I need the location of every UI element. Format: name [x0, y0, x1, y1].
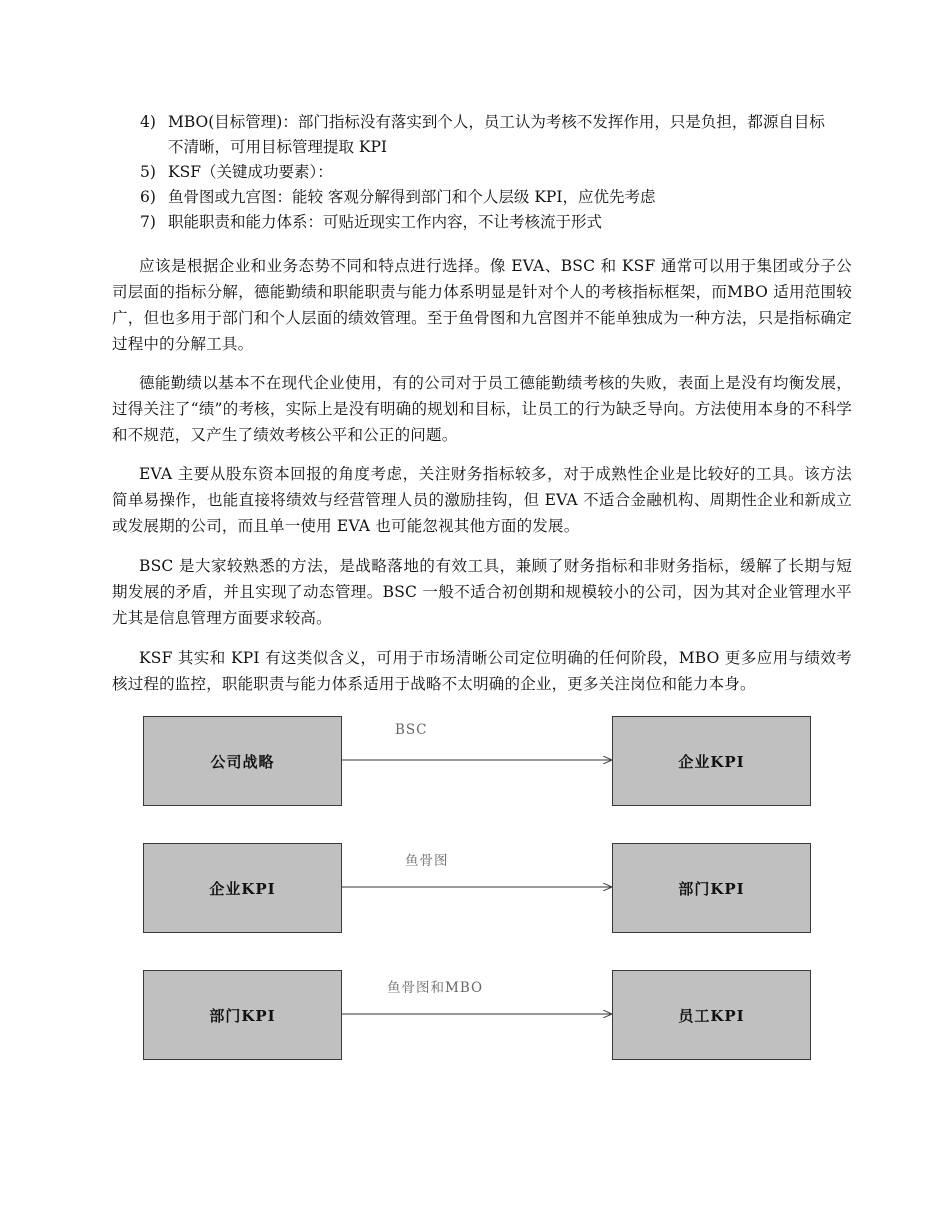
arrow-label-fishbone-mbo: 鱼骨图和MBO — [387, 980, 484, 996]
list-number: 6) — [140, 188, 156, 206]
list-text: MBO(目标管理)：部门指标没有落实到个人，员工认为考核不发挥作用，只是负担，都源自目标不清晰，可用目标管理提取 KPI — [168, 113, 825, 156]
list-number: 7) — [140, 213, 156, 231]
paragraph-bsc: BSC 是大家较熟悉的方法，是战略落地的有效工具，兼顾了财务指标和非财务指标，缓解了长期与短期发展的矛盾，并且实现了动态管理。BSC 一般不适合初创期和规模较小的公司，因为其对企业管理水平尤其是信息管理方面要求较高。 — [112, 557, 852, 627]
list-number: 5) — [140, 163, 156, 181]
arrow-label-fishbone: 鱼骨图 — [405, 853, 449, 869]
list-text: KSF（关键成功要素）： — [168, 163, 333, 181]
box-department-kpi: 部门KPI — [612, 843, 811, 933]
box-enterprise-kpi-source: 企业KPI — [143, 843, 342, 933]
list-text: 鱼骨图或九宫图：能较 客观分解得到部门和个人层级 KPI，应优先考虑 — [168, 188, 656, 206]
box-enterprise-kpi: 企业KPI — [612, 716, 811, 806]
paragraph-eva: EVA 主要从股东资本回报的角度考虑，关注财务指标较多，对于成熟性企业是比较好的工具。该方法简单易操作，也能直接将绩效与经营管理人员的激励挂钩，但 EVA 不适合金融机构、周期性企业和新成立或发展期的公司，而且单一使用 EVA 也可能忽视其他方面的发展。 — [112, 465, 852, 535]
paragraph-selection: 应该是根据企业和业务态势不同和特点进行选择。像 EVA、BSC 和 KSF 通常可以用于集团或分子公司层面的指标分解，德能勤绩和职能职责与能力体系明显是针对个人的考核指标框架，而MBO 适用范围较广，但也多用于部门和个人层面的绩效管理。至于鱼骨图和九宫图并不能单独成为一种方法，只是指标确定过程中的分解工具。 — [112, 257, 852, 353]
arrow-label-bsc: BSC — [395, 722, 428, 738]
box-company-strategy: 公司战略 — [143, 716, 342, 806]
paragraph-ksf: KSF 其实和 KPI 有这类似含义，可用于市场清晰公司定位明确的任何阶段，MBO 更多应用与绩效考核过程的监控，职能职责与能力体系适用于战略不太明确的企业，更多关注岗位和能力本身。 — [112, 649, 852, 693]
list-number: 4) — [140, 113, 156, 131]
list-text: 职能职责和能力体系：可贴近现实工作内容，不让考核流于形式 — [168, 213, 603, 231]
box-department-kpi-source: 部门KPI — [143, 970, 342, 1060]
paragraph-deneng: 德能勤绩以基本不在现代企业使用，有的公司对于员工德能勤绩考核的失败，表面上是没有均衡发展，过得关注了“绩”的考核，实际上是没有明确的规划和目标，让员工的行为缺乏导向。方法使用本身的不科学和不规范，又产生了绩效考核公平和公正的问题。 — [112, 374, 852, 444]
box-employee-kpi: 员工KPI — [612, 970, 811, 1060]
